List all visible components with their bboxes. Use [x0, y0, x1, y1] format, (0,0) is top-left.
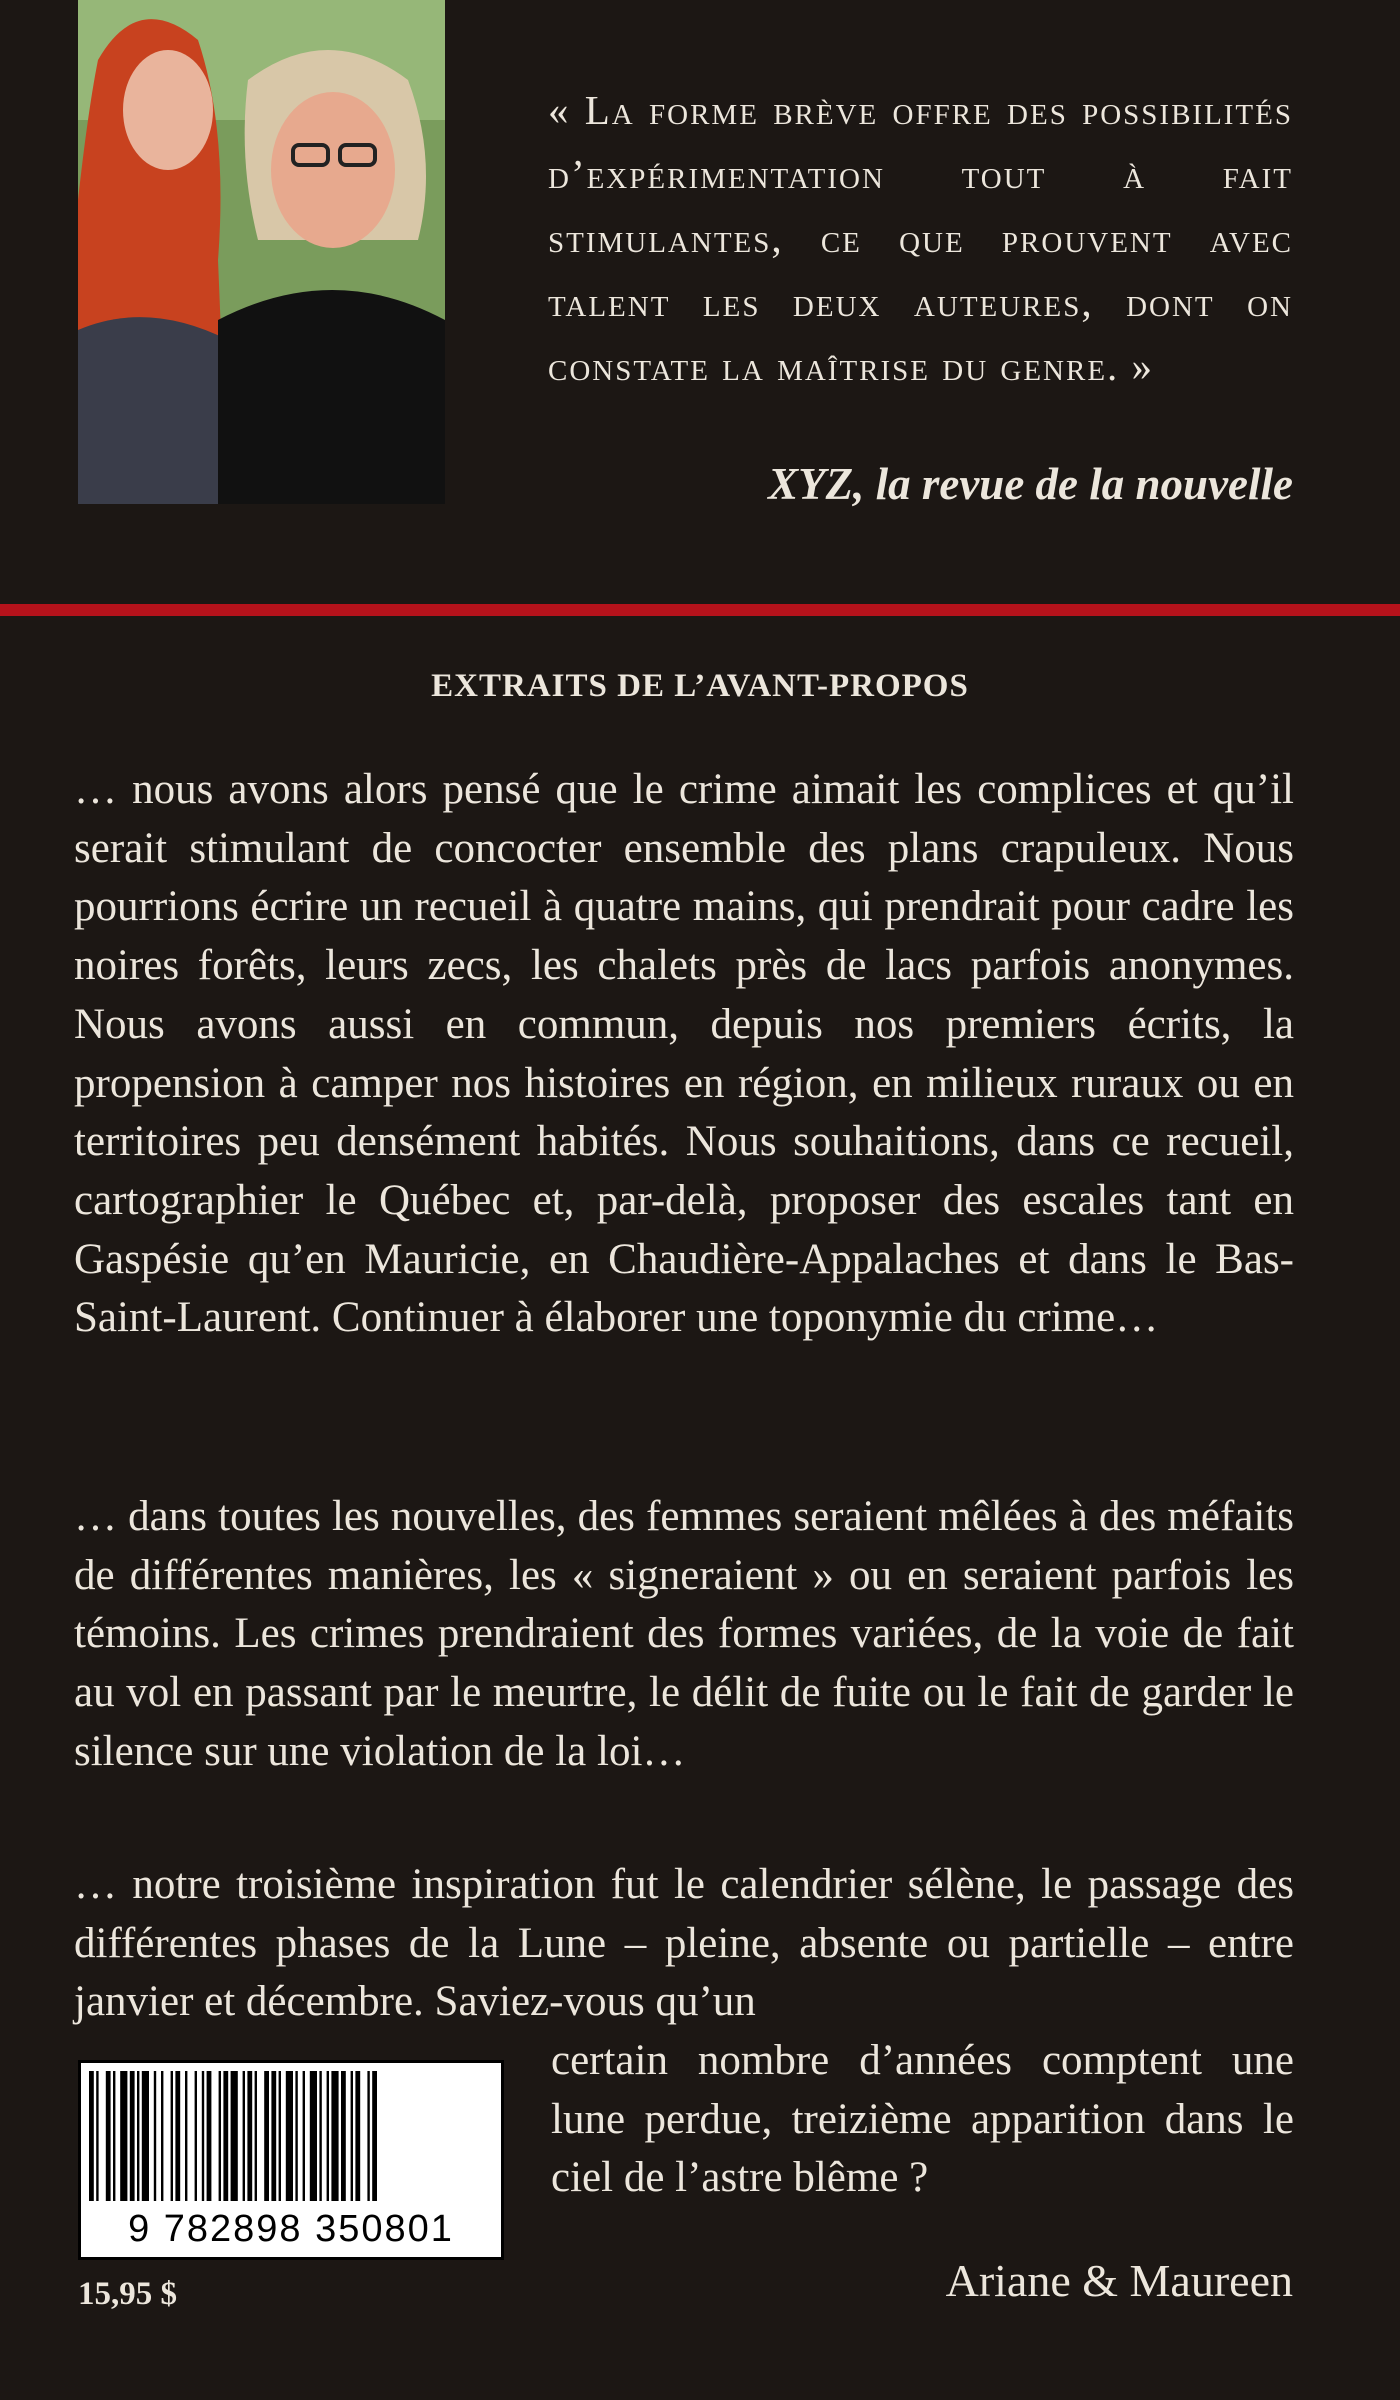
- barcode-stripe: [255, 2071, 257, 2201]
- barcode-stripe: [96, 2071, 98, 2201]
- authors-photo: [78, 0, 445, 504]
- barcode-stripe: [372, 2071, 377, 2201]
- barcode-stripe: [247, 2071, 252, 2201]
- barcode-stripe: [331, 2071, 338, 2201]
- barcode-stripe: [231, 2071, 238, 2201]
- barcode-stripe: [202, 2071, 204, 2201]
- review-quote: « La forme brève offre des possibilités d’expérimentation tout à fait stimulantes, ce que prouvent avec talent les deux auteures, dont on constate la maîtrise du genre. »: [548, 87, 1293, 389]
- barcode-stripe: [341, 2071, 346, 2201]
- excerpt-paragraph-3-continued: certain nombre d’années comptent une lune perdue, treizième apparition dans le ciel de l’astre blême ?: [551, 2037, 1294, 2202]
- excerpt-heading: EXTRAITS DE L’AVANT-PROPOS: [431, 668, 969, 704]
- barcode-stripe: [113, 2071, 115, 2201]
- barcode-stripe: [303, 2071, 305, 2201]
- barcode-stripe: [243, 2071, 245, 2201]
- barcode-stripe: [137, 2071, 139, 2201]
- barcode-stripe: [327, 2071, 329, 2201]
- price: 15,95 $: [78, 2276, 177, 2312]
- isbn-number: 9 782898 350801: [128, 2208, 454, 2250]
- signature: Ariane & Maureen: [945, 2255, 1293, 2306]
- barcode-stripe: [355, 2071, 360, 2201]
- barcode-stripe: [310, 2071, 317, 2201]
- barcode-stripe: [106, 2071, 111, 2201]
- barcode-stripe: [195, 2071, 197, 2201]
- barcode-stripe: [219, 2071, 221, 2201]
- excerpt-paragraph-3: … notre troisième inspiration fut le calendrier sélène, le passage des différentes phases de la Lune – pleine, absente ou partielle – entre janvier et décembre. Saviez-vous qu’un: [74, 1861, 1294, 2026]
- barcode-stripe: [154, 2071, 156, 2201]
- red-divider: [0, 604, 1400, 616]
- barcode-stripe: [89, 2071, 94, 2201]
- barcode-stripe: [367, 2071, 369, 2201]
- barcode-bars: [89, 2071, 495, 2201]
- barcode-stripe: [271, 2071, 276, 2201]
- barcode-stripe: [142, 2071, 149, 2201]
- barcode-stripe: [264, 2071, 269, 2201]
- barcode-stripe: [295, 2071, 297, 2201]
- barcode-stripe: [161, 2071, 163, 2201]
- barcode-stripe: [279, 2071, 281, 2201]
- barcode-stripe: [351, 2071, 353, 2201]
- review-source: XYZ, la revue de la nouvelle: [768, 459, 1293, 509]
- barcode-stripe: [120, 2071, 127, 2201]
- barcode-stripe: [223, 2071, 228, 2201]
- barcode-stripe: [207, 2071, 212, 2201]
- excerpt-paragraph-1: … nous avons alors pensé que le crime aimait les complices et qu’il serait stimulant de concocter ensemble des plans crapuleux. Nous pourrions écrire un recueil à quatre mains, qui prendrait pour cadre les noires forêts, leurs zecs, les chalets près de lacs parfois anonymes. Nous avons aussi en commun, depuis nos premiers écrits, la propension à camper nos histoires en région, en milieux ruraux ou en territoires peu densément habités. Nous souhaitions, dans ce recueil, cartographier le Québec et, par-delà, proposer des escales tant en Gaspésie qu’en Mauricie, en Chaudière-Appalaches et dans le Bas-Saint-Laurent. Continuer à élaborer une toponymie du crime…: [74, 766, 1294, 1342]
- isbn-barcode: [78, 2060, 504, 2260]
- excerpt-paragraph-2: … dans toutes les nouvelles, des femmes seraient mêlées à des méfaits de différentes manières, les « signeraient » ou en seraient parfois les témoins. Les crimes prendraient des formes variées, de la voie de fait au vol en passant par le meurtre, le délit de fuite ou le fait de garder le silence sur une violation de la loi…: [74, 1493, 1294, 1775]
- barcode-stripe: [286, 2071, 293, 2201]
- barcode-stripe: [319, 2071, 321, 2201]
- barcode-stripe: [171, 2071, 173, 2201]
- barcode-stripe: [175, 2071, 180, 2201]
- barcode-stripe: [185, 2071, 187, 2201]
- barcode-stripe: [130, 2071, 135, 2201]
